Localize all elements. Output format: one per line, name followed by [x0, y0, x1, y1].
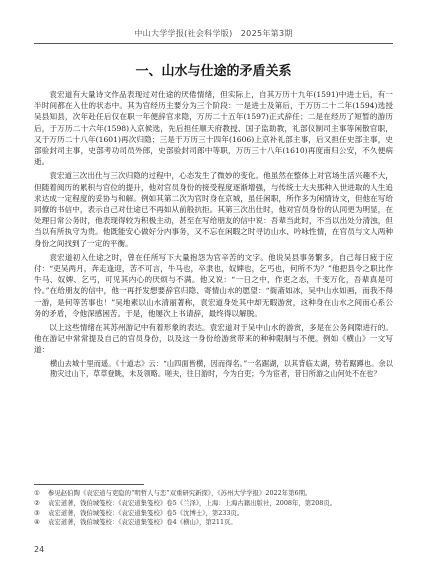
section-title: 一、山水与仕途的矛盾关系 — [135, 64, 292, 79]
footnote-text: 袁宏道著，钱伯城笺校：《袁宏道集笺校》卷5《兰泽》，上海：上海古籍出版社，2008年，第208页。 — [48, 498, 337, 507]
footnote — [34, 489, 393, 499]
paragraph: 袁宏道三次出仕与三次归隐的过程中，心态发生了微妙的变化。他虽然在整体上对官场生活兴趣不大，但随着阅历的累积与官位的提升，他对官员身份的接受程度逐渐增强，与传统士大夫那种入世进取的人生追求达成一定程度的妥协与和解。例如其第二次为官时身在京城，虽任闲职，所作多为闲情诗文，但他在写给同僚的书信中，表示自己对仕途已不再如从前般抗拒。其第三次出仕时，他对官员身份的认同更为明显，在处理日常公务时，他表现得较为积极主动，甚至在写给朋友的信中说：吾辈当此时，不当以出处分清浊，但当以有所执守为贵。他既能安心做好分内事务，又不忘在闲暇之时寻访山水、吟咏性情，在官员与文人两种身份之间找到了一定的平衡。 — [34, 171, 393, 248]
paragraph: 袁宏道有大量诗文作品表现过对仕途的厌倦情绪，但实际上，自其万历十九年(1591)中进士后，有一半时间都在入仕的状态中。其为官经历主要分为三个阶段：一是进士及第后，于万历二十二年(1594)选授吴县知县，次年赴任后仅在职一年便辞官求隐，万历二十五年(1597)正式辞任；二是在经历了短暂的游历后，于万历二十六年(1598)入京候选，先后担任顺天府教授、国子监助教，礼部仪制司主事等闲散官职，又于万历二十八年(1601)再次归隐；三是于万历三十四年(1606)上京补礼部主事，后又担任史部主事，史部验封司主事，史部考功司员外郎，史部验封司郎中等职，万历三十八年(1610)再度南归公安，不久便病逝。 — [34, 90, 393, 167]
footnotes — [34, 489, 393, 528]
running-head: 中山大学学报(社会科学版) 2025年第3期 — [134, 29, 293, 38]
block-quote: 横山去城十里而遥。《十道志》云：“山四面皆横，因而得名。”一名踞湖，以其背临太湖，势若踞蹲也。余以勘灾过山下，草草登眺，未及领略。嗟夫，往日游时，今为白吏；今为宦者，昔日所游之山何处不在也？ — [50, 358, 393, 379]
footnote-number: ② — [34, 498, 40, 507]
body-text — [34, 89, 393, 380]
footnote — [34, 509, 393, 519]
footnote-number: ④ — [34, 518, 40, 527]
footnote-rule — [34, 484, 144, 485]
footnote-number: ① — [34, 489, 40, 497]
header-rule — [34, 43, 393, 44]
footnote — [34, 518, 393, 528]
page-number: 24 — [34, 545, 45, 554]
footnote-number: ③ — [34, 508, 40, 517]
footnote-text: 袁宏道著，钱伯城笺校：《袁宏道集笺校》卷4《横山》，第211页。 — [48, 518, 237, 527]
footnote-text: 参见赵伯陶《袁宏道与吏隐的“明哲人与恋”双重研究新探》，《苏州大学学报》2022年第6期。 — [48, 489, 312, 497]
footnote — [34, 499, 393, 509]
footnote-text: 袁宏道著，钱伯城笺校：《袁宏道集笺校》卷5《沈博士》，第233页。 — [48, 508, 244, 517]
paragraph: 以上这些情绪在其苏州游记中有着形象的表达。袁宏道对于吴中山水的游赏，多是在公务间隙进行的。他在游记中常常提及自己的官员身份，以及这一身份给游赏带来的种种限制与不便。例如《横山》一文写道： — [34, 323, 393, 355]
paragraph: 袁宏道初入仕途之时，曾在任所写下大量抱怨为官辛苦的文字。他说吴县事务繁多，自己每日疲于应付：“吏吴两月，奔走逢迎，苦不可言，牛马也，卒隶也，奴婢也，乞丐也，何所不为？”他把县令之职比作牛马、奴婢、乞丐，可见其内心的厌烦与不满。他又说：“一日之中，作吏之态，千变万化，吾辈真是可怜。”在给朋友的信中，他一再抒发想要辞官归隐、寄情山水的愿望：“衙斋如冰，吴中山水如画，而我不得一游，是何等苦事也！”吴地素以山水清丽著称，袁宏道身处其中却无暇游赏，这种身在山水之间而心系公务的矛盾，令他深感困苦。于是，他屡次上书请辞，最终得以解脱。 — [34, 252, 393, 318]
